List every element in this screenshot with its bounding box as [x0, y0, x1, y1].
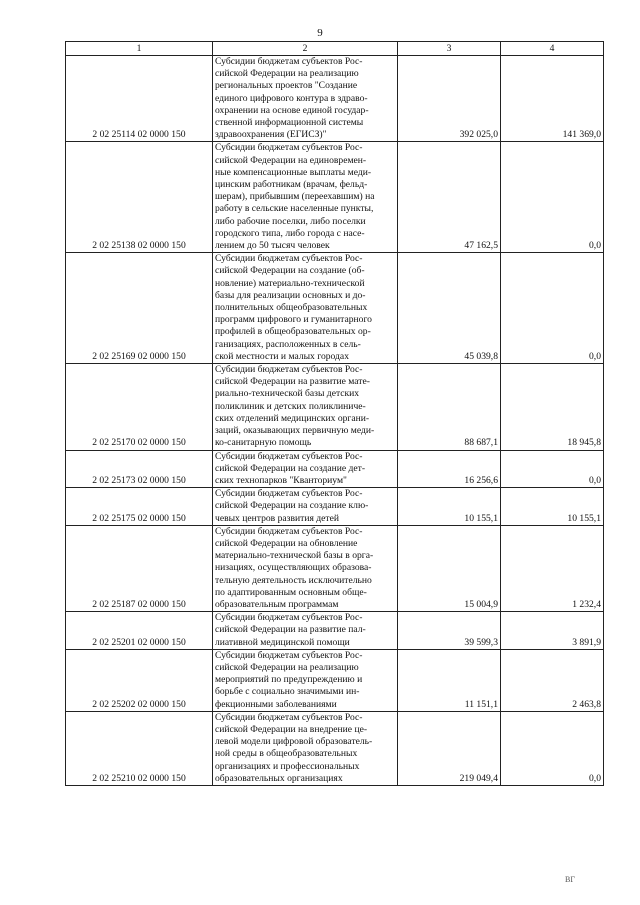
description-cell: Субсидии бюджетам субъектов Рос- сийской Федерации на создание (об- новление) материально-технической базы для реализации основных и до- полнительных общеобразовательных программ цифрового и гуманитарного профилей в общеобразовательных ор- ганизациях, расположенных в сель- ской местности и малых городах [213, 253, 398, 364]
table-row [66, 364, 604, 450]
description-cell: Субсидии бюджетам субъектов Рос- сийской Федерации на внедрение це- левой модели цифровой образователь- ной среды в общеобразовательных организациях и профессиональных образовательных организациях [213, 711, 398, 785]
description-cell: Субсидии бюджетам субъектов Рос- сийской Федерации на развитие пал- лиативной медицинской помощи [213, 612, 398, 650]
table-row [66, 612, 604, 650]
amount-col3-cell: 10 155,1 [398, 488, 501, 526]
amount-col4-cell: 0,0 [501, 711, 604, 785]
column-header-4: 4 [501, 42, 604, 56]
amount-col4-cell: 0,0 [501, 142, 604, 253]
table-row [66, 142, 604, 253]
table-row [66, 450, 604, 488]
amount-col3-cell: 392 025,0 [398, 56, 501, 142]
table-row [66, 56, 604, 142]
table-row [66, 253, 604, 364]
amount-col4-cell: 18 945,8 [501, 364, 604, 450]
budget-code-cell: 2 02 25114 02 0000 150 [66, 56, 213, 142]
amount-col3-cell: 16 256,6 [398, 450, 501, 488]
table-row [66, 525, 604, 611]
description-cell: Субсидии бюджетам субъектов Рос- сийской Федерации на создание клю- чевых центров развития детей [213, 488, 398, 526]
table-row [66, 649, 604, 711]
budget-code-cell: 2 02 25138 02 0000 150 [66, 142, 213, 253]
amount-col3-cell: 15 004,9 [398, 525, 501, 611]
description-cell: Субсидии бюджетам субъектов Рос- сийской Федерации на реализацию мероприятий по предупреждению и борьбе с социально значимыми ин- фекционными заболеваниями [213, 649, 398, 711]
amount-col4-cell: 10 155,1 [501, 488, 604, 526]
budget-code-cell: 2 02 25201 02 0000 150 [66, 612, 213, 650]
amount-col4-cell: 0,0 [501, 450, 604, 488]
page-number: 9 [317, 27, 323, 39]
footer-mark: ВГ [565, 875, 575, 884]
amount-col3-cell: 219 049,4 [398, 711, 501, 785]
column-header-3: 3 [398, 42, 501, 56]
description-cell: Субсидии бюджетам субъектов Рос- сийской Федерации на реализацию региональных проектов "Создание единого цифрового контура в здраво- охранении на основе единой государ- ственной информационной системы здравоохранения (ЕГИСЗ)" [213, 56, 398, 142]
amount-col3-cell: 88 687,1 [398, 364, 501, 450]
amount-col4-cell: 2 463,8 [501, 649, 604, 711]
budget-table [65, 41, 604, 786]
amount-col4-cell: 0,0 [501, 253, 604, 364]
amount-col3-cell: 39 599,3 [398, 612, 501, 650]
amount-col3-cell: 45 039,8 [398, 253, 501, 364]
amount-col4-cell: 3 891,9 [501, 612, 604, 650]
amount-col4-cell: 1 232,4 [501, 525, 604, 611]
budget-code-cell: 2 02 25173 02 0000 150 [66, 450, 213, 488]
budget-code-cell: 2 02 25169 02 0000 150 [66, 253, 213, 364]
amount-col3-cell: 11 151,1 [398, 649, 501, 711]
description-cell: Субсидии бюджетам субъектов Рос- сийской Федерации на обновление материально-технической базы в орга- низациях, осуществляющих образова- тельную деятельность исключительно по адаптированным основным обще- образовательным программам [213, 525, 398, 611]
table-row [66, 488, 604, 526]
budget-code-cell: 2 02 25202 02 0000 150 [66, 649, 213, 711]
description-cell: Субсидии бюджетам субъектов Рос- сийской Федерации на развитие мате- риально-технической базы детских поликлиник и детских поликлиниче- ских отделений медицинских органи- заций, оказывающих первичную меди- ко-санитарную помощь [213, 364, 398, 450]
amount-col4-cell: 141 369,0 [501, 56, 604, 142]
budget-code-cell: 2 02 25210 02 0000 150 [66, 711, 213, 785]
column-header-2: 2 [213, 42, 398, 56]
column-header-1: 1 [66, 42, 213, 56]
budget-code-cell: 2 02 25175 02 0000 150 [66, 488, 213, 526]
amount-col3-cell: 47 162,5 [398, 142, 501, 253]
budget-code-cell: 2 02 25170 02 0000 150 [66, 364, 213, 450]
description-cell: Субсидии бюджетам субъектов Рос- сийской Федерации на единовремен- ные компенсационные выплаты меди- цинским работникам (врачам, фельд- шерам), прибывшим (переехавшим) на работу в сельские населенные пункты, либо рабочие поселки, либо поселки городского типа, либо города с насе- лением до 50 тысяч человек [213, 142, 398, 253]
table-row [66, 711, 604, 785]
description-cell: Субсидии бюджетам субъектов Рос- сийской Федерации на создание дет- ских технопарков "Кванториум" [213, 450, 398, 488]
budget-code-cell: 2 02 25187 02 0000 150 [66, 525, 213, 611]
header-row [66, 42, 604, 56]
